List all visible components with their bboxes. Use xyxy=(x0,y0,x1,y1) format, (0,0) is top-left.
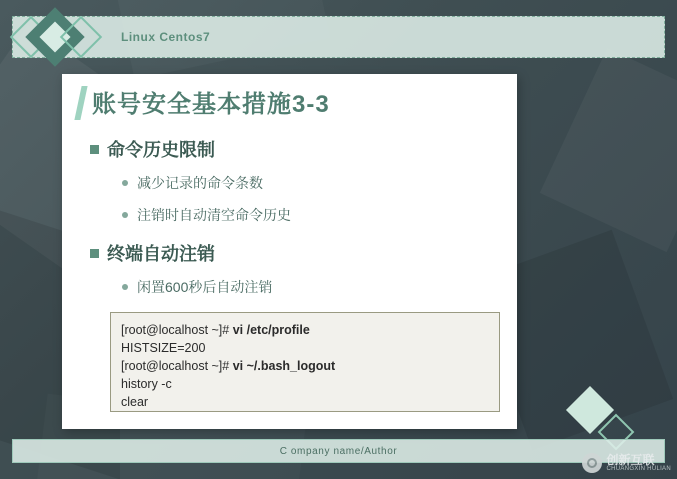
code-block xyxy=(110,312,500,412)
diamond-logo xyxy=(14,10,98,66)
dot-bullet-icon xyxy=(122,284,128,290)
background-shape xyxy=(540,48,677,252)
code-line xyxy=(121,321,489,339)
watermark-logo-icon xyxy=(582,453,602,473)
square-bullet-icon xyxy=(90,249,99,258)
section-heading-label: 命令历史限制 xyxy=(107,140,215,160)
footer-text: C ompany name/Author xyxy=(279,446,398,457)
title-accent-bar xyxy=(74,86,87,120)
list-item xyxy=(122,205,291,225)
banner-title: Linux Centos7 xyxy=(121,30,211,44)
dot-bullet-icon xyxy=(122,212,128,218)
code-prompt: clear xyxy=(121,395,149,409)
list-item-label: 注销时自动清空命令历史 xyxy=(137,207,291,223)
code-prompt: [root@localhost ~]# xyxy=(121,323,233,337)
list-item-label: 减少记录的命令条数 xyxy=(137,175,263,191)
section-heading-2 xyxy=(90,240,215,266)
code-prompt: history -c xyxy=(121,377,172,391)
list-item xyxy=(122,173,263,193)
code-line xyxy=(121,393,489,411)
list-item xyxy=(122,277,272,297)
code-command: vi /etc/profile xyxy=(232,323,310,337)
watermark-name-en: CHUANGXIN HULIAN xyxy=(606,466,671,473)
code-prompt: HISTSIZE=200 xyxy=(121,341,206,355)
code-line xyxy=(121,357,489,375)
square-bullet-icon xyxy=(90,145,99,154)
code-command: vi ~/.bash_logout xyxy=(232,359,336,373)
watermark xyxy=(582,453,671,473)
watermark-text xyxy=(607,454,671,473)
section-heading-label: 终端自动注销 xyxy=(107,244,215,264)
content-card xyxy=(62,74,517,429)
header-banner xyxy=(12,16,665,58)
code-prompt: [root@localhost ~]# xyxy=(121,359,233,373)
watermark-name-cn: 创新互联 xyxy=(606,452,655,467)
dot-bullet-icon xyxy=(122,180,128,186)
footer-bar xyxy=(12,439,665,463)
code-line xyxy=(121,339,489,357)
code-line xyxy=(121,375,489,393)
list-item-label: 闲置600秒后自动注销 xyxy=(137,279,273,295)
section-heading-1 xyxy=(90,136,215,162)
page-title: 账号安全基本措施3-3 xyxy=(92,91,330,118)
